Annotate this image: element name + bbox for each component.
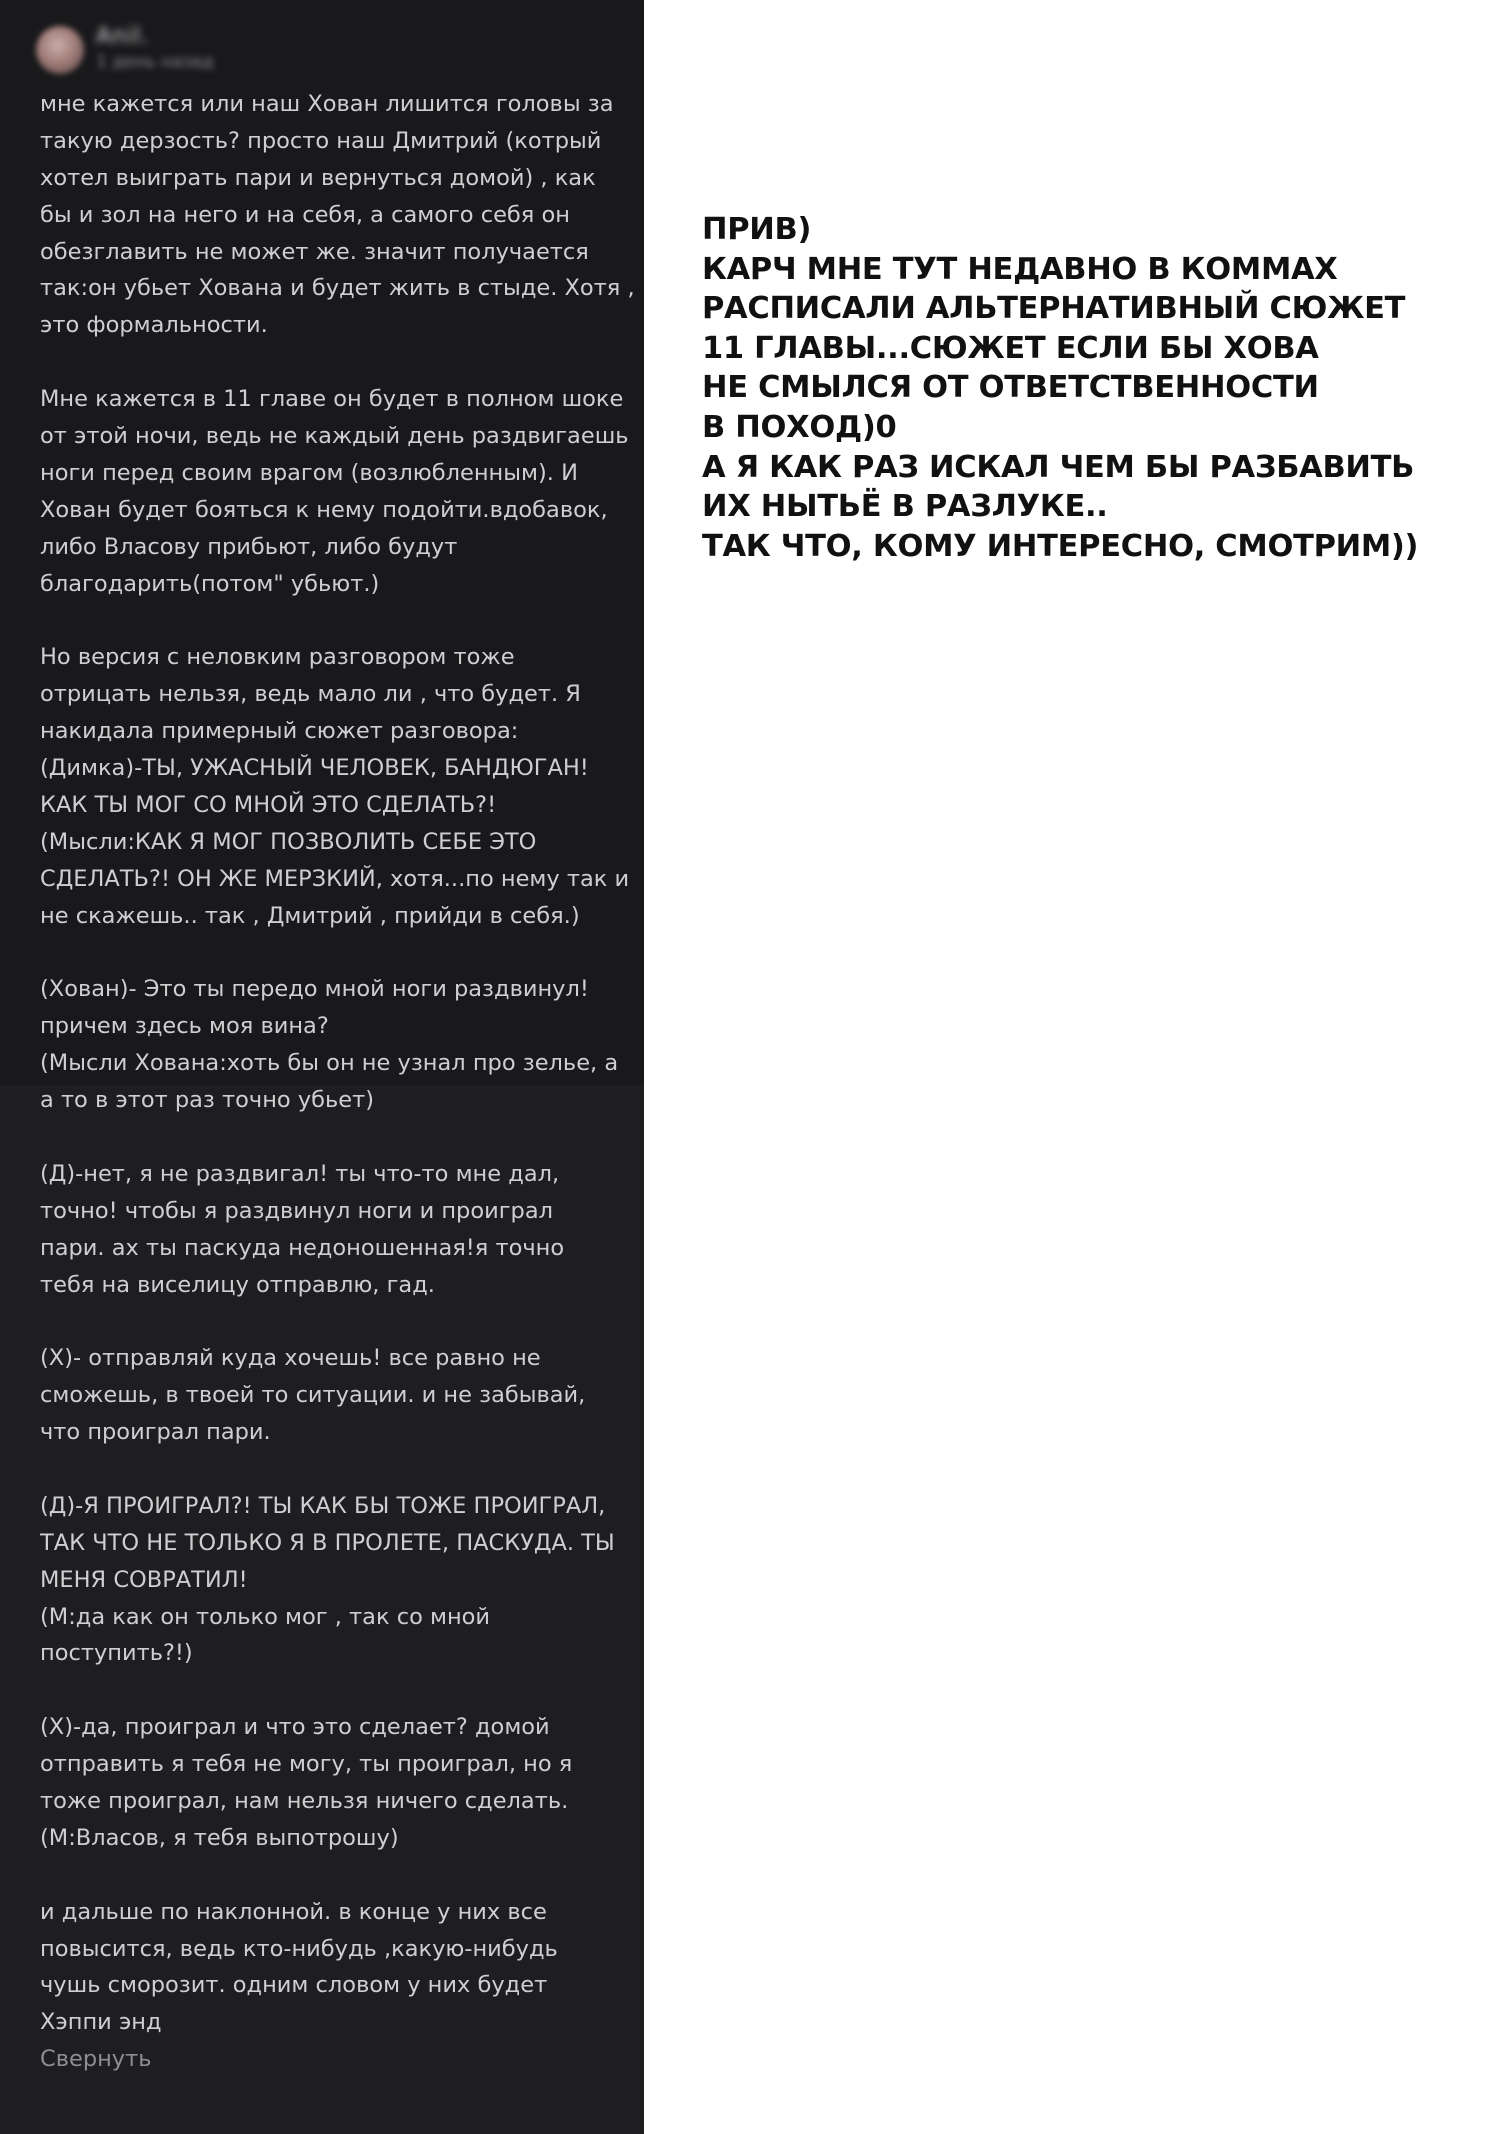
- comment-line: Хован будет бояться к нему подойти.вдобавок,: [40, 496, 608, 523]
- comment-paragraph: [40, 1894, 620, 2042]
- comment-text: [40, 86, 635, 2078]
- comment-line: КАК ТЫ МОГ СО МНОЙ ЭТО СДЕЛАТЬ?!: [40, 791, 497, 818]
- comment-paragraph: [40, 1488, 620, 1672]
- comment-line: МЕНЯ СОВРАТИЛ!: [40, 1566, 248, 1593]
- note-line: КАРЧ МНЕ ТУТ НЕДАВНО В КОММАХ: [702, 251, 1338, 287]
- paragraph-gap: [40, 1119, 620, 1156]
- comment-paragraph: [40, 381, 629, 602]
- comment-paragraph: [40, 1156, 620, 1304]
- comment-line: накидала примерный сюжет разговора:: [40, 718, 519, 745]
- comment-line: (Д)-нет, я не раздвигал! ты что-то мне дал,: [40, 1160, 560, 1187]
- comment-line: точно! чтобы я раздвинул ноги и проиграл: [40, 1197, 553, 1224]
- comment-line: (Х)-да, проиграл и что это сделает? домой: [40, 1714, 550, 1741]
- comment-line: мне кажется или наш Хован лишится головы за: [40, 91, 614, 117]
- comment-line: чушь сморозит. одним словом у них будет: [40, 1972, 548, 1999]
- comment-line: тебя на виселицу отправлю, гад.: [40, 1271, 435, 1298]
- paragraph-gap: [40, 602, 620, 639]
- paragraph-gap: [40, 1672, 620, 1709]
- comment-line: поступить?!): [40, 1640, 193, 1667]
- comment-line: Но версия с неловким разговором тоже: [40, 644, 515, 671]
- paragraph-gap: [40, 934, 620, 971]
- note-line: РАСПИСАЛИ АЛЬТЕРНАТИВНЫЙ СЮЖЕТ: [702, 291, 1406, 327]
- comment-line: а то в этот раз точно убьет): [40, 1087, 375, 1114]
- comment-line: (М:Власов, я тебя выпотрошу): [40, 1824, 399, 1851]
- comment-line: (М:да как он только мог , так со мной: [40, 1603, 491, 1630]
- comment-line: (Мысли Хована:хоть бы он не узнал про зелье, а: [40, 1050, 619, 1077]
- comment-paragraph: [40, 86, 635, 344]
- note-line: ТАК ЧТО, КОМУ ИНТЕРЕСНО, СМОТРИМ)): [702, 528, 1419, 564]
- comment-line: благодарить(потом" убьют.): [40, 570, 380, 597]
- avatar[interactable]: [36, 26, 84, 74]
- comment-line: (Х)- отправляй куда хочешь! все равно не: [40, 1345, 541, 1372]
- comment-line: Мне кажется в 11 главе он будет в полном шоке: [40, 386, 624, 413]
- comment-line: отправить я тебя не могу, ты проиграл, но я: [40, 1751, 573, 1778]
- comment-line: так:он убьет Хована и будет жить в стыде. Хотя ,: [40, 275, 635, 302]
- comment-header: [36, 18, 436, 78]
- paragraph-gap: [40, 1857, 620, 1894]
- comment-line: что проиграл пари.: [40, 1419, 271, 1446]
- comment-line: (Д)-Я ПРОИГРАЛ?! ТЫ КАК БЫ ТОЖЕ ПРОИГРАЛ,: [40, 1492, 606, 1519]
- note-line: В ПОХОД)0: [702, 409, 897, 445]
- comment-timestamp: 1 день назад: [96, 52, 214, 72]
- comment-line: хотел выиграть пари и вернуться домой) , как: [40, 164, 596, 191]
- paragraph-gap: [40, 344, 620, 381]
- comment-line: не скажешь.. так , Дмитрий , прийди в себя.): [40, 902, 580, 929]
- comment-line: (Мысли:КАК Я МОГ ПОЗВОЛИТЬ СЕБЕ ЭТО: [40, 828, 537, 855]
- note-line: НЕ СМЫЛСЯ ОТ ОТВЕТСТВЕННОСТИ: [702, 370, 1319, 406]
- comment-paragraph: [40, 971, 620, 1119]
- note-line: 11 ГЛАВЫ...СЮЖЕТ ЕСЛИ БЫ ХОВА: [702, 330, 1319, 366]
- comment-line: от этой ночи, ведь не каждый день раздвигаешь: [40, 423, 629, 450]
- comment-card: [0, 0, 644, 2134]
- comment-line: бы и зол на него и на себя, а самого себя он: [40, 201, 570, 228]
- comment-paragraph: [40, 1340, 620, 1451]
- comment-line: СДЕЛАТЬ?! ОН ЖЕ МЕРЗКИЙ, хотя...по нему так и: [40, 865, 630, 892]
- note-line: ИХ НЫТЬЁ В РАЗЛУКЕ..: [702, 489, 1108, 525]
- paragraph-gap: [40, 1303, 620, 1340]
- comment-line: сможешь, в твоей то ситуации. и не забывай,: [40, 1382, 586, 1409]
- comment-line: обезглавить не может же. значит получается: [40, 238, 589, 265]
- comment-line: ТАК ЧТО НЕ ТОЛЬКО Я В ПРОЛЕТЕ, ПАСКУДА. ТЫ: [40, 1529, 615, 1556]
- comment-line: причем здесь моя вина?: [40, 1013, 329, 1040]
- collapse-link[interactable]: Свернуть: [40, 2046, 152, 2073]
- comment-line: тоже проиграл, нам нельзя ничего сделать.: [40, 1787, 569, 1814]
- comment-line: и дальше по наклонной. в конце у них все: [40, 1898, 547, 1925]
- comment-author[interactable]: Anil.: [96, 24, 150, 49]
- author-note: [702, 210, 1482, 566]
- comment-paragraph: [40, 1709, 620, 1857]
- note-line: ПРИВ): [702, 212, 812, 247]
- comment-line: это формальности.: [40, 312, 268, 339]
- comment-line: пари. ах ты паскуда недоношенная!я точно: [40, 1234, 565, 1261]
- comment-line: Хэппи энд: [40, 2009, 162, 2036]
- paragraph-gap: [40, 1451, 620, 1488]
- comment-line: повысится, ведь кто-нибудь ,какую-нибудь: [40, 1935, 558, 1962]
- comment-line: либо Власову прибьют, либо будут: [40, 533, 458, 560]
- comment-line: (Хован)- Это ты передо мной ноги раздвинул!: [40, 976, 589, 1003]
- comment-line: отрицать нельзя, ведь мало ли , что будет. Я: [40, 681, 581, 708]
- comment-line: такую дерзость? просто наш Дмитрий (котрый: [40, 127, 602, 154]
- comment-line: ноги перед своим врагом (возлюбленным). И: [40, 459, 578, 486]
- note-line: А Я КАК РАЗ ИСКАЛ ЧЕМ БЫ РАЗБАВИТЬ: [702, 449, 1415, 485]
- comment-paragraph: [40, 639, 630, 934]
- comment-line: (Димка)-ТЫ, УЖАСНЫЙ ЧЕЛОВЕК, БАНДЮГАН!: [40, 755, 589, 782]
